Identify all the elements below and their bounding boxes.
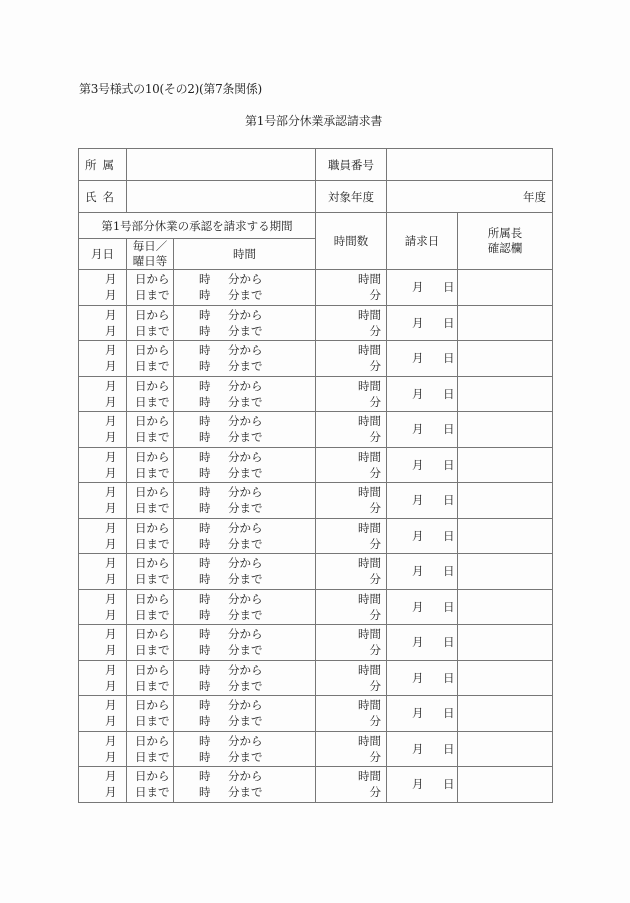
hour-to-label: 時 xyxy=(199,465,211,480)
request-month-label: 月 xyxy=(412,422,424,437)
day-to-label: 日まで xyxy=(135,323,170,338)
time-cell[interactable] xyxy=(174,483,316,519)
hours-count-cell[interactable] xyxy=(316,589,387,625)
month-to-label: 月 xyxy=(105,288,117,303)
month-from-label: 月 xyxy=(105,520,117,535)
table-row xyxy=(79,483,553,519)
hour-from-label: 時 xyxy=(199,591,211,606)
month-from-label: 月 xyxy=(105,378,117,393)
month-to-label: 月 xyxy=(105,323,117,338)
hour-to-label: 時 xyxy=(199,501,211,516)
minute-to-label: 分まで xyxy=(228,288,263,303)
month-day-cell[interactable] xyxy=(79,731,170,767)
supervisor-confirm-cell[interactable] xyxy=(458,376,553,412)
hours-unit-label: 時間 xyxy=(358,769,382,784)
table-row xyxy=(79,305,553,341)
request-date-cell[interactable] xyxy=(387,696,458,732)
hours-count-cell[interactable] xyxy=(316,376,387,412)
month-day-cell[interactable] xyxy=(79,625,170,661)
hours-unit-label: 時間 xyxy=(358,307,382,322)
day-to-label: 日まで xyxy=(135,288,170,303)
supervisor-header-line2: 確認欄 xyxy=(487,241,523,255)
request-month-label: 月 xyxy=(412,670,424,685)
request-month-label: 月 xyxy=(412,741,424,756)
hour-from-label: 時 xyxy=(199,272,211,287)
period-group-header: 第1号部分休業の承認を請求する期間 xyxy=(79,213,316,239)
hour-to-label: 時 xyxy=(199,714,211,729)
request-month-label: 月 xyxy=(412,315,424,330)
request-month-label: 月 xyxy=(412,280,424,295)
day-from-label: 日から xyxy=(135,449,170,464)
minute-from-label: 分から xyxy=(228,272,263,287)
month-to-label: 月 xyxy=(105,714,117,729)
hour-from-label: 時 xyxy=(199,378,211,393)
month-from-label: 月 xyxy=(105,485,117,500)
hour-from-label: 時 xyxy=(199,485,211,500)
minutes-unit-label: 分 xyxy=(369,714,382,729)
request-month-label: 月 xyxy=(412,564,424,579)
request-month-label: 月 xyxy=(412,528,424,543)
minute-to-label: 分まで xyxy=(228,323,263,338)
affiliation-field[interactable] xyxy=(127,149,316,181)
hours-unit-label: 時間 xyxy=(358,449,382,464)
supervisor-header-line1: 所属長 xyxy=(487,226,523,240)
supervisor-confirm-cell[interactable] xyxy=(458,767,553,803)
request-date-cell[interactable] xyxy=(387,483,458,519)
time-cell[interactable] xyxy=(174,341,316,377)
request-month-label: 月 xyxy=(412,635,424,650)
day-from-label: 日から xyxy=(135,485,170,500)
month-day-cell[interactable] xyxy=(79,447,170,483)
minute-to-label: 分まで xyxy=(228,572,263,587)
month-day-cell[interactable] xyxy=(79,376,170,412)
month-from-label: 月 xyxy=(105,662,117,677)
request-day-label: 日 xyxy=(443,422,455,437)
minute-to-label: 分まで xyxy=(228,536,263,551)
time-cell[interactable] xyxy=(174,376,316,412)
hour-from-label: 時 xyxy=(199,414,211,429)
minute-from-label: 分から xyxy=(228,520,263,535)
minute-to-label: 分まで xyxy=(228,749,263,764)
hours-count-cell[interactable] xyxy=(316,767,387,803)
table-row xyxy=(79,270,553,306)
day-from-label: 日から xyxy=(135,733,170,748)
table-row xyxy=(79,341,553,377)
month-day-cell[interactable] xyxy=(79,305,170,341)
time-cell[interactable] xyxy=(174,554,316,590)
supervisor-confirm-header xyxy=(458,213,553,270)
day-to-label: 日まで xyxy=(135,359,170,374)
request-day-label: 日 xyxy=(443,599,455,614)
hour-to-label: 時 xyxy=(199,359,211,374)
day-from-label: 日から xyxy=(135,698,170,713)
request-month-label: 月 xyxy=(412,457,424,472)
minutes-unit-label: 分 xyxy=(369,323,382,338)
request-date-cell[interactable] xyxy=(387,270,458,306)
month-to-label: 月 xyxy=(105,785,117,800)
request-day-label: 日 xyxy=(443,280,455,295)
minute-to-label: 分まで xyxy=(228,607,263,622)
day-to-label: 日まで xyxy=(135,678,170,693)
hours-unit-label: 時間 xyxy=(358,520,382,535)
supervisor-confirm-cell[interactable] xyxy=(458,270,553,306)
hour-to-label: 時 xyxy=(199,394,211,409)
month-to-label: 月 xyxy=(105,678,117,693)
supervisor-confirm-cell[interactable] xyxy=(458,589,553,625)
hour-from-label: 時 xyxy=(199,698,211,713)
supervisor-confirm-cell[interactable] xyxy=(458,412,553,448)
request-date-cell[interactable] xyxy=(387,376,458,412)
minutes-unit-label: 分 xyxy=(369,607,382,622)
request-day-label: 日 xyxy=(443,635,455,650)
request-day-label: 日 xyxy=(443,741,455,756)
month-to-label: 月 xyxy=(105,465,117,480)
month-from-label: 月 xyxy=(105,556,117,571)
request-date-cell[interactable] xyxy=(387,341,458,377)
minute-to-label: 分まで xyxy=(228,394,263,409)
month-day-cell[interactable] xyxy=(79,518,170,554)
month-from-label: 月 xyxy=(105,449,117,464)
hours-unit-label: 時間 xyxy=(358,485,382,500)
day-from-label: 日から xyxy=(135,414,170,429)
month-to-label: 月 xyxy=(105,607,117,622)
month-to-label: 月 xyxy=(105,501,117,516)
hour-to-label: 時 xyxy=(199,572,211,587)
daily-weekday-header xyxy=(127,239,174,270)
staff-number-label: 職員番号 xyxy=(316,149,387,181)
hour-to-label: 時 xyxy=(199,785,211,800)
month-day-cell[interactable] xyxy=(79,589,170,625)
day-to-label: 日まで xyxy=(135,501,170,516)
daily-weekday-line1: 毎日／ xyxy=(132,239,168,253)
minute-from-label: 分から xyxy=(228,698,263,713)
month-from-label: 月 xyxy=(105,769,117,784)
table-row xyxy=(79,767,553,803)
month-from-label: 月 xyxy=(105,698,117,713)
minute-from-label: 分から xyxy=(228,627,263,642)
target-year-suffix: 年度 xyxy=(523,189,547,204)
day-from-label: 日から xyxy=(135,627,170,642)
day-to-label: 日まで xyxy=(135,785,170,800)
request-month-label: 月 xyxy=(412,599,424,614)
day-from-label: 日から xyxy=(135,520,170,535)
day-to-label: 日まで xyxy=(135,465,170,480)
minutes-unit-label: 分 xyxy=(369,430,382,445)
time-cell[interactable] xyxy=(174,731,316,767)
table-row xyxy=(79,518,553,554)
month-day-cell[interactable] xyxy=(79,483,170,519)
hours-unit-label: 時間 xyxy=(358,698,382,713)
day-to-label: 日まで xyxy=(135,607,170,622)
hour-from-label: 時 xyxy=(199,343,211,358)
request-day-label: 日 xyxy=(443,386,455,401)
table-row xyxy=(79,412,553,448)
day-from-label: 日から xyxy=(135,378,170,393)
day-from-label: 日から xyxy=(135,307,170,322)
hour-to-label: 時 xyxy=(199,536,211,551)
minute-to-label: 分まで xyxy=(228,430,263,445)
time-cell[interactable] xyxy=(174,518,316,554)
hour-from-label: 時 xyxy=(199,307,211,322)
time-cell[interactable] xyxy=(174,625,316,661)
minute-from-label: 分から xyxy=(228,591,263,606)
request-day-label: 日 xyxy=(443,777,455,792)
minute-from-label: 分から xyxy=(228,556,263,571)
form-reference: 第3号様式の10(その2)(第7条関係) xyxy=(79,82,262,96)
hour-to-label: 時 xyxy=(199,678,211,693)
hours-count-cell[interactable] xyxy=(316,696,387,732)
time-header: 時間 xyxy=(174,239,316,270)
request-date-cell[interactable] xyxy=(387,518,458,554)
request-date-cell[interactable] xyxy=(387,625,458,661)
time-cell[interactable] xyxy=(174,305,316,341)
hour-to-label: 時 xyxy=(199,749,211,764)
day-from-label: 日から xyxy=(135,343,170,358)
day-to-label: 日まで xyxy=(135,572,170,587)
hour-to-label: 時 xyxy=(199,607,211,622)
minute-from-label: 分から xyxy=(228,733,263,748)
hours-count-cell[interactable] xyxy=(316,483,387,519)
day-to-label: 日まで xyxy=(135,643,170,658)
month-from-label: 月 xyxy=(105,414,117,429)
request-date-cell[interactable] xyxy=(387,412,458,448)
time-cell[interactable] xyxy=(174,412,316,448)
day-to-label: 日まで xyxy=(135,749,170,764)
request-month-label: 月 xyxy=(412,706,424,721)
name-label: 氏名 xyxy=(79,181,127,213)
month-day-cell[interactable] xyxy=(79,767,170,803)
minute-to-label: 分まで xyxy=(228,785,263,800)
time-cell[interactable] xyxy=(174,447,316,483)
month-to-label: 月 xyxy=(105,430,117,445)
minute-from-label: 分から xyxy=(228,414,263,429)
request-month-label: 月 xyxy=(412,493,424,508)
time-cell[interactable] xyxy=(174,270,316,306)
minutes-unit-label: 分 xyxy=(369,749,382,764)
minutes-unit-label: 分 xyxy=(369,501,382,516)
name-field[interactable] xyxy=(127,181,316,213)
supervisor-confirm-cell[interactable] xyxy=(458,305,553,341)
day-to-label: 日まで xyxy=(135,714,170,729)
minute-from-label: 分から xyxy=(228,343,263,358)
request-day-label: 日 xyxy=(443,351,455,366)
table-row xyxy=(79,625,553,661)
minute-to-label: 分まで xyxy=(228,359,263,374)
hours-unit-label: 時間 xyxy=(358,343,382,358)
hour-from-label: 時 xyxy=(199,520,211,535)
hour-from-label: 時 xyxy=(199,627,211,642)
supervisor-confirm-cell[interactable] xyxy=(458,660,553,696)
request-date-cell[interactable] xyxy=(387,589,458,625)
request-month-label: 月 xyxy=(412,777,424,792)
hours-count-cell[interactable] xyxy=(316,518,387,554)
day-from-label: 日から xyxy=(135,769,170,784)
table-row xyxy=(79,660,553,696)
hour-to-label: 時 xyxy=(199,430,211,445)
hours-unit-label: 時間 xyxy=(358,733,382,748)
month-to-label: 月 xyxy=(105,572,117,587)
supervisor-confirm-cell[interactable] xyxy=(458,625,553,661)
month-day-cell[interactable] xyxy=(79,696,170,732)
month-from-label: 月 xyxy=(105,343,117,358)
hours-unit-label: 時間 xyxy=(358,556,382,571)
hour-from-label: 時 xyxy=(199,449,211,464)
hour-from-label: 時 xyxy=(199,662,211,677)
minute-to-label: 分まで xyxy=(228,643,263,658)
hours-count-cell[interactable] xyxy=(316,447,387,483)
request-day-label: 日 xyxy=(443,457,455,472)
supervisor-confirm-cell[interactable] xyxy=(458,731,553,767)
hours-unit-label: 時間 xyxy=(358,272,382,287)
month-to-label: 月 xyxy=(105,749,117,764)
hours-count-cell[interactable] xyxy=(316,731,387,767)
daily-weekday-line2: 曜日等 xyxy=(132,254,168,268)
supervisor-confirm-cell[interactable] xyxy=(458,483,553,519)
month-from-label: 月 xyxy=(105,307,117,322)
target-year-label: 対象年度 xyxy=(316,181,387,213)
supervisor-confirm-cell[interactable] xyxy=(458,447,553,483)
hours-unit-label: 時間 xyxy=(358,627,382,642)
minutes-unit-label: 分 xyxy=(369,536,382,551)
minutes-unit-label: 分 xyxy=(369,785,382,800)
month-day-cell[interactable] xyxy=(79,270,170,306)
request-date-cell[interactable] xyxy=(387,554,458,590)
request-date-cell[interactable] xyxy=(387,767,458,803)
page-title: 第1号部分休業承認請求書 xyxy=(245,114,383,128)
request-day-label: 日 xyxy=(443,493,455,508)
hour-from-label: 時 xyxy=(199,769,211,784)
request-date-cell[interactable] xyxy=(387,731,458,767)
minute-from-label: 分から xyxy=(228,307,263,322)
hours-count-cell[interactable] xyxy=(316,341,387,377)
staff-number-field[interactable] xyxy=(387,149,553,181)
day-to-label: 日まで xyxy=(135,394,170,409)
supervisor-confirm-cell[interactable] xyxy=(458,554,553,590)
hour-to-label: 時 xyxy=(199,643,211,658)
month-day-cell[interactable] xyxy=(79,341,170,377)
minute-to-label: 分まで xyxy=(228,678,263,693)
month-day-cell[interactable] xyxy=(79,412,170,448)
hours-count-cell[interactable] xyxy=(316,625,387,661)
table-row xyxy=(79,731,553,767)
time-cell[interactable] xyxy=(174,767,316,803)
hour-to-label: 時 xyxy=(199,323,211,338)
affiliation-label: 所属 xyxy=(79,149,127,181)
day-to-label: 日まで xyxy=(135,536,170,551)
hours-count-cell[interactable] xyxy=(316,305,387,341)
day-from-label: 日から xyxy=(135,662,170,677)
supervisor-confirm-cell[interactable] xyxy=(458,341,553,377)
minutes-unit-label: 分 xyxy=(369,288,382,303)
month-to-label: 月 xyxy=(105,394,117,409)
request-date-cell[interactable] xyxy=(387,305,458,341)
minute-from-label: 分から xyxy=(228,378,263,393)
day-from-label: 日から xyxy=(135,272,170,287)
month-from-label: 月 xyxy=(105,627,117,642)
hour-to-label: 時 xyxy=(199,288,211,303)
minute-to-label: 分まで xyxy=(228,501,263,516)
minutes-unit-label: 分 xyxy=(369,678,382,693)
request-month-label: 月 xyxy=(412,351,424,366)
table-row xyxy=(79,589,553,625)
hours-count-cell[interactable] xyxy=(316,660,387,696)
month-from-label: 月 xyxy=(105,733,117,748)
hours-count-cell[interactable] xyxy=(316,270,387,306)
request-day-label: 日 xyxy=(443,315,455,330)
day-to-label: 日まで xyxy=(135,430,170,445)
target-year-field[interactable] xyxy=(387,181,553,213)
request-day-label: 日 xyxy=(443,670,455,685)
time-cell[interactable] xyxy=(174,589,316,625)
supervisor-confirm-cell[interactable] xyxy=(458,518,553,554)
hour-from-label: 時 xyxy=(199,733,211,748)
minute-to-label: 分まで xyxy=(228,714,263,729)
minutes-unit-label: 分 xyxy=(369,465,382,480)
month-from-label: 月 xyxy=(105,591,117,606)
table-row xyxy=(79,376,553,412)
day-from-label: 日から xyxy=(135,591,170,606)
minute-from-label: 分から xyxy=(228,769,263,784)
month-to-label: 月 xyxy=(105,359,117,374)
request-month-label: 月 xyxy=(412,386,424,401)
minutes-unit-label: 分 xyxy=(369,394,382,409)
hour-from-label: 時 xyxy=(199,556,211,571)
table-row xyxy=(79,696,553,732)
leave-request-table xyxy=(78,148,553,803)
month-to-label: 月 xyxy=(105,643,117,658)
table-row xyxy=(79,447,553,483)
hours-count-header: 時間数 xyxy=(316,213,387,270)
day-from-label: 日から xyxy=(135,556,170,571)
minute-from-label: 分から xyxy=(228,662,263,677)
request-day-label: 日 xyxy=(443,564,455,579)
request-day-label: 日 xyxy=(443,706,455,721)
hours-count-cell[interactable] xyxy=(316,412,387,448)
minute-from-label: 分から xyxy=(228,449,263,464)
minutes-unit-label: 分 xyxy=(369,643,382,658)
minutes-unit-label: 分 xyxy=(369,572,382,587)
month-to-label: 月 xyxy=(105,536,117,551)
supervisor-confirm-cell[interactable] xyxy=(458,696,553,732)
minute-from-label: 分から xyxy=(228,485,263,500)
time-cell[interactable] xyxy=(174,660,316,696)
hours-unit-label: 時間 xyxy=(358,662,382,677)
hours-unit-label: 時間 xyxy=(358,591,382,606)
hours-unit-label: 時間 xyxy=(358,378,382,393)
hours-count-cell[interactable] xyxy=(316,554,387,590)
month-from-label: 月 xyxy=(105,272,117,287)
request-date-header: 請求日 xyxy=(387,213,458,270)
minute-to-label: 分まで xyxy=(228,465,263,480)
request-date-cell[interactable] xyxy=(387,660,458,696)
request-day-label: 日 xyxy=(443,528,455,543)
table-row xyxy=(79,554,553,590)
request-date-cell[interactable] xyxy=(387,447,458,483)
month-day-cell[interactable] xyxy=(79,660,170,696)
minutes-unit-label: 分 xyxy=(369,359,382,374)
hours-unit-label: 時間 xyxy=(358,414,382,429)
month-day-header: 月日 xyxy=(79,239,127,270)
time-cell[interactable] xyxy=(174,696,316,732)
month-day-cell[interactable] xyxy=(79,554,170,590)
